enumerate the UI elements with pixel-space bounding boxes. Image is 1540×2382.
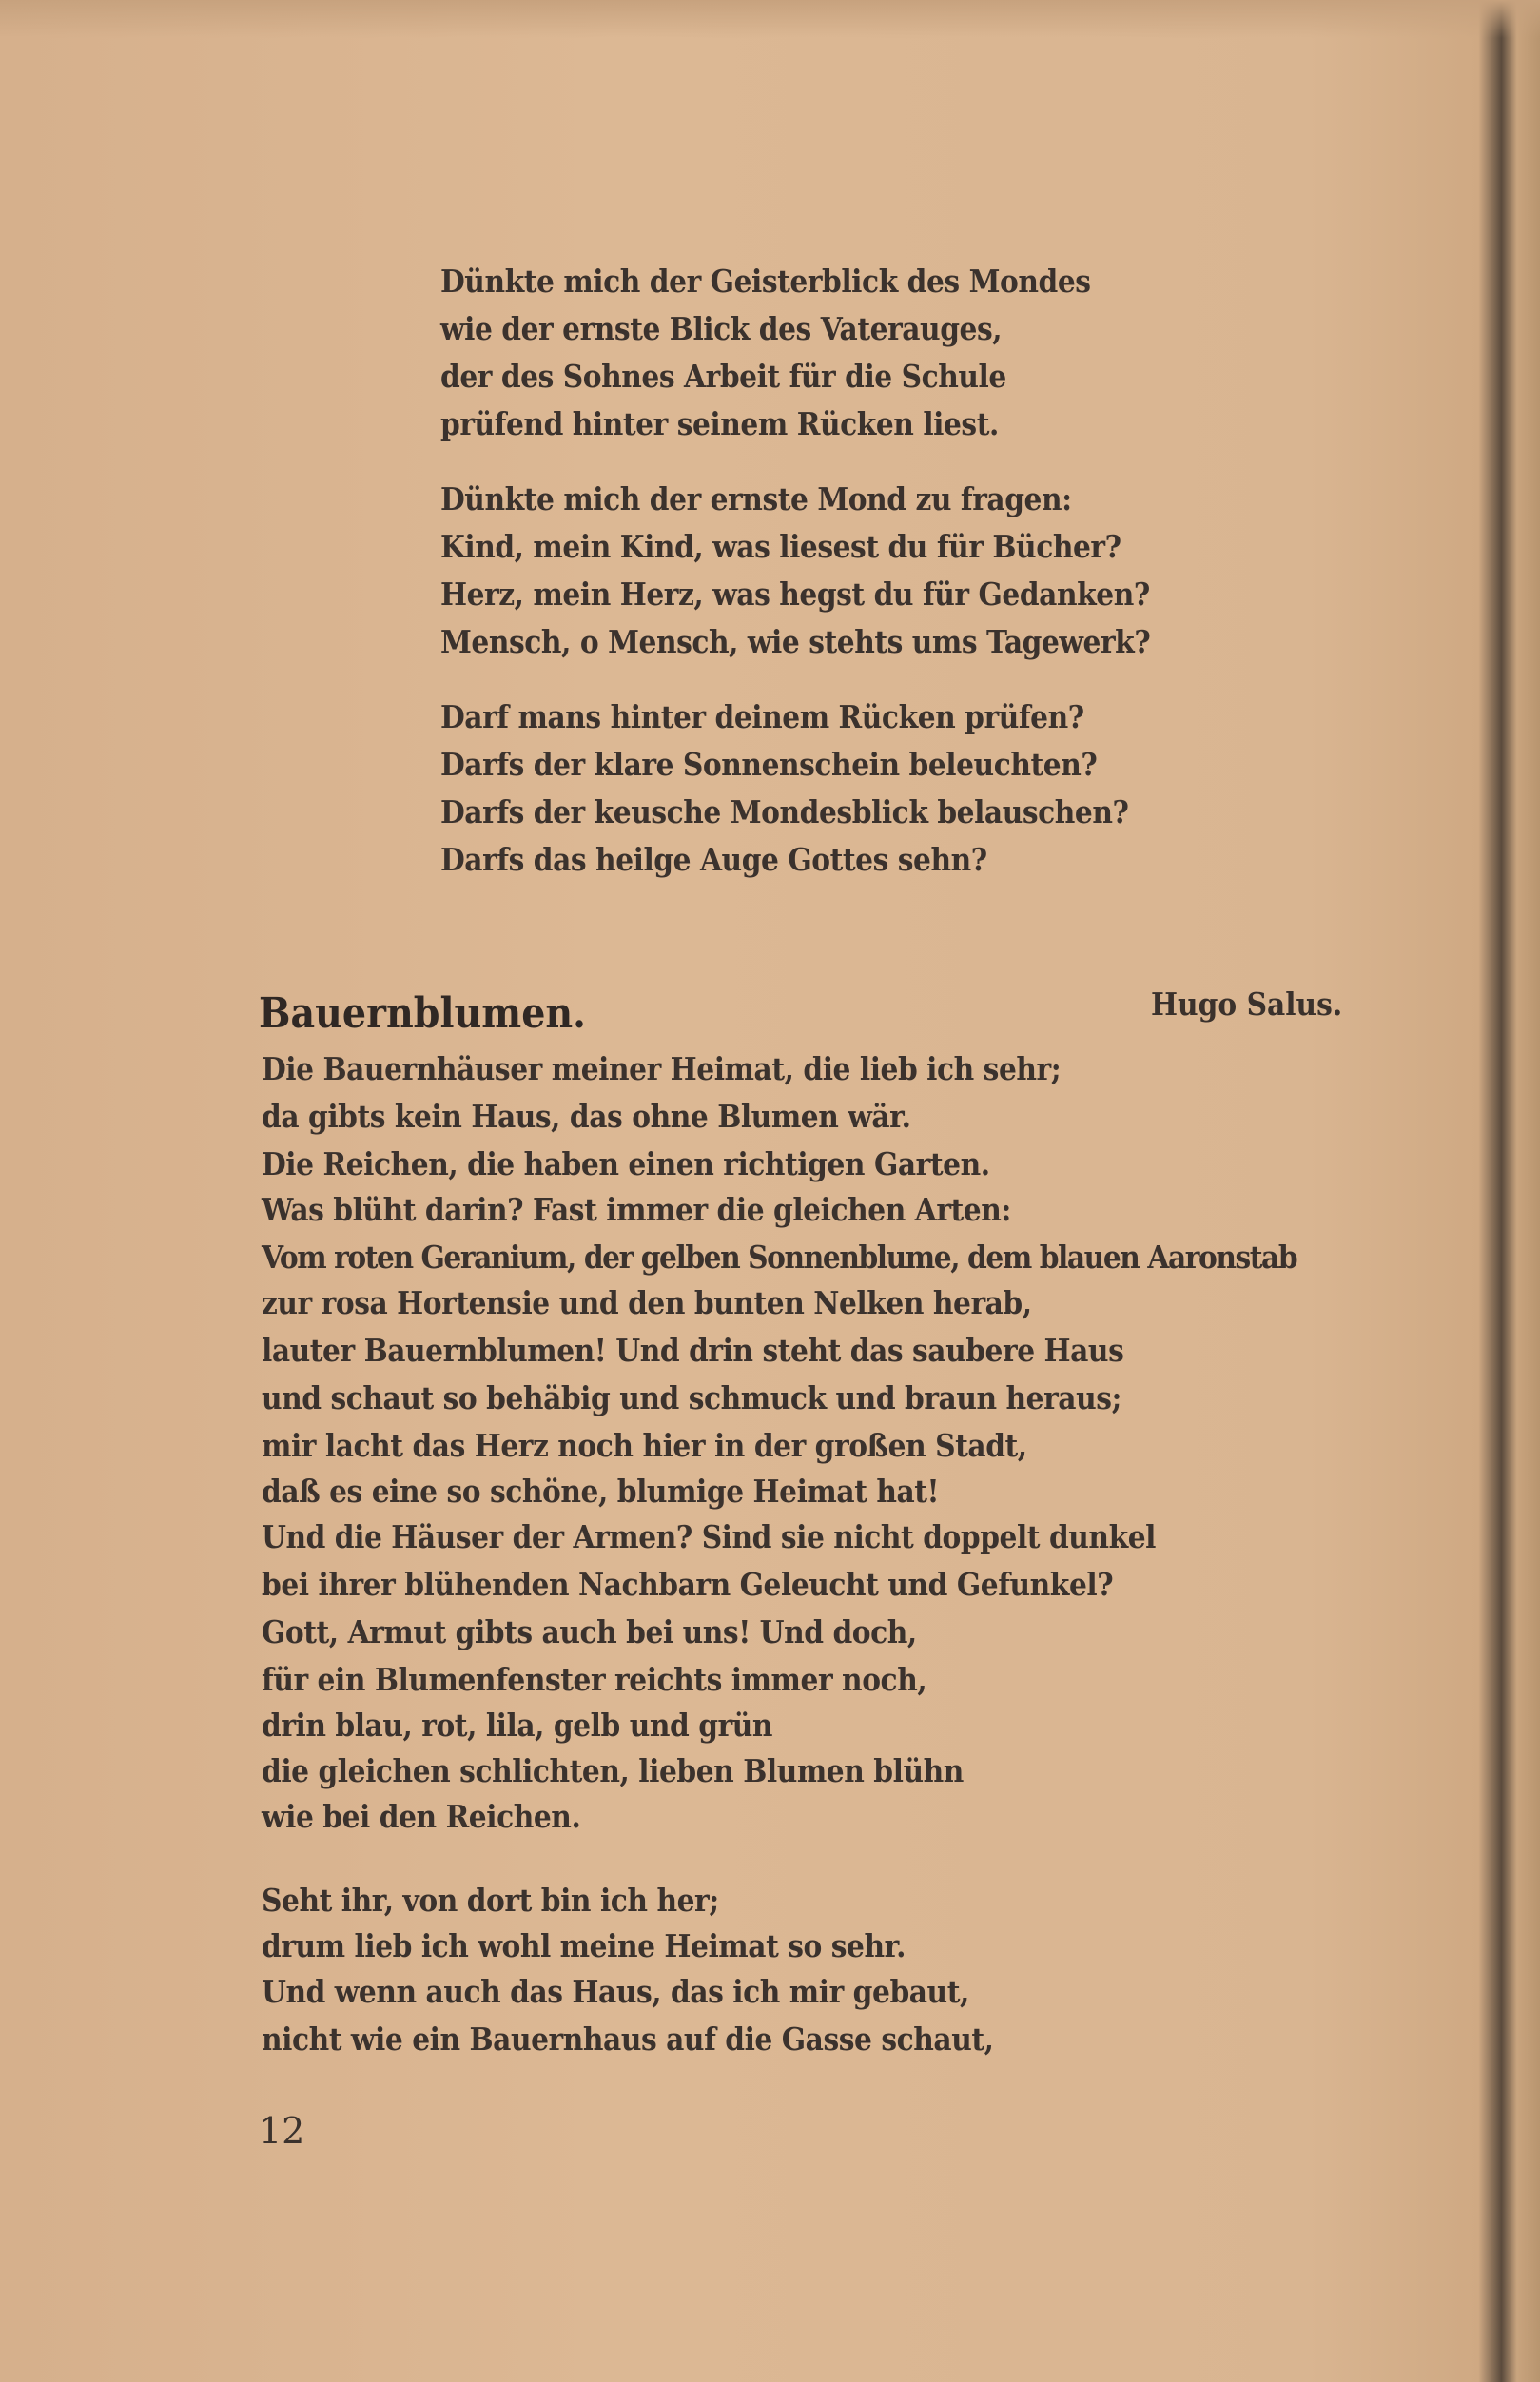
page-number: 12 [259,2110,305,2152]
verse-line: Und wenn auch das Haus, das ich mir gebaut, [262,1973,969,2010]
verse-line: bei ihrer blühenden Nachbarn Geleucht und Gefunkel? [262,1566,1114,1603]
poem-title: Bauernblumen. [259,989,586,1038]
verse-line: für ein Blumenfenster reichts immer noch, [262,1661,927,1698]
verse-line: lauter Bauernblumen! Und drin steht das saubere Haus [262,1332,1124,1369]
verse-line: Seht ihr, von dort bin ich her; [262,1882,719,1919]
verse-line: Darf mans hinter deinem Rücken prüfen? [440,698,1084,735]
verse-line: Gott, Armut gibts auch bei uns! Und doch, [262,1613,917,1650]
verse-line: Darfs das heilge Auge Gottes sehn? [440,841,987,878]
verse-line: Die Bauernhäuser meiner Heimat, die lieb ich sehr; [262,1050,1062,1087]
page-edge-shadow [0,0,1540,38]
verse-line: Darfs der klare Sonnenschein beleuchten? [440,746,1098,783]
verse-line: der des Sohnes Arbeit für die Schule [440,358,1006,395]
verse-line: Die Reichen, die haben einen richtigen Garten. [262,1145,990,1182]
verse-line: daß es eine so schöne, blumige Heimat hat! [262,1473,940,1510]
verse-line: die gleichen schlichten, lieben Blumen blühn [262,1752,964,1789]
verse-line: Was blüht darin? Fast immer die gleichen Arten: [262,1191,1011,1228]
verse-line: Und die Häuser der Armen? Sind sie nicht doppelt dunkel [262,1518,1156,1555]
verse-line: Dünkte mich der Geisterblick des Mondes [440,263,1091,300]
verse-line: Darfs der keusche Mondesblick belauschen? [440,793,1129,830]
verse-line: da gibts kein Haus, das ohne Blumen wär. [262,1098,911,1135]
poem-author: Hugo Salus. [1151,986,1343,1023]
verse-line: Herz, mein Herz, was hegst du für Gedanken? [440,576,1150,613]
verse-line: und schaut so behäbig und schmuck und braun heraus; [262,1379,1122,1416]
verse-line: prüfend hinter seinem Rücken liest. [440,405,999,442]
verse-line: Vom roten Geranium, der gelben Sonnenblume, dem blauen Aaronstab [262,1239,1297,1276]
verse-line: drum lieb ich wohl meine Heimat so sehr. [262,1927,906,1964]
verse-line: Mensch, o Mensch, wie stehts ums Tagewerk? [440,623,1151,660]
verse-line: zur rosa Hortensie und den bunten Nelken herab, [262,1284,1032,1321]
verse-line: wie bei den Reichen. [262,1798,581,1835]
verse-line: Dünkte mich der ernste Mond zu fragen: [440,480,1072,517]
verse-line: mir lacht das Herz noch hier in der großen Stadt, [262,1427,1027,1464]
verse-line: wie der ernste Blick des Vaterauges, [440,310,1003,347]
verse-line: drin blau, rot, lila, gelb und grün [262,1707,773,1744]
verse-line: nicht wie ein Bauernhaus auf die Gasse schaut, [262,2021,994,2058]
verse-line: Kind, mein Kind, was liesest du für Bücher? [440,528,1121,565]
